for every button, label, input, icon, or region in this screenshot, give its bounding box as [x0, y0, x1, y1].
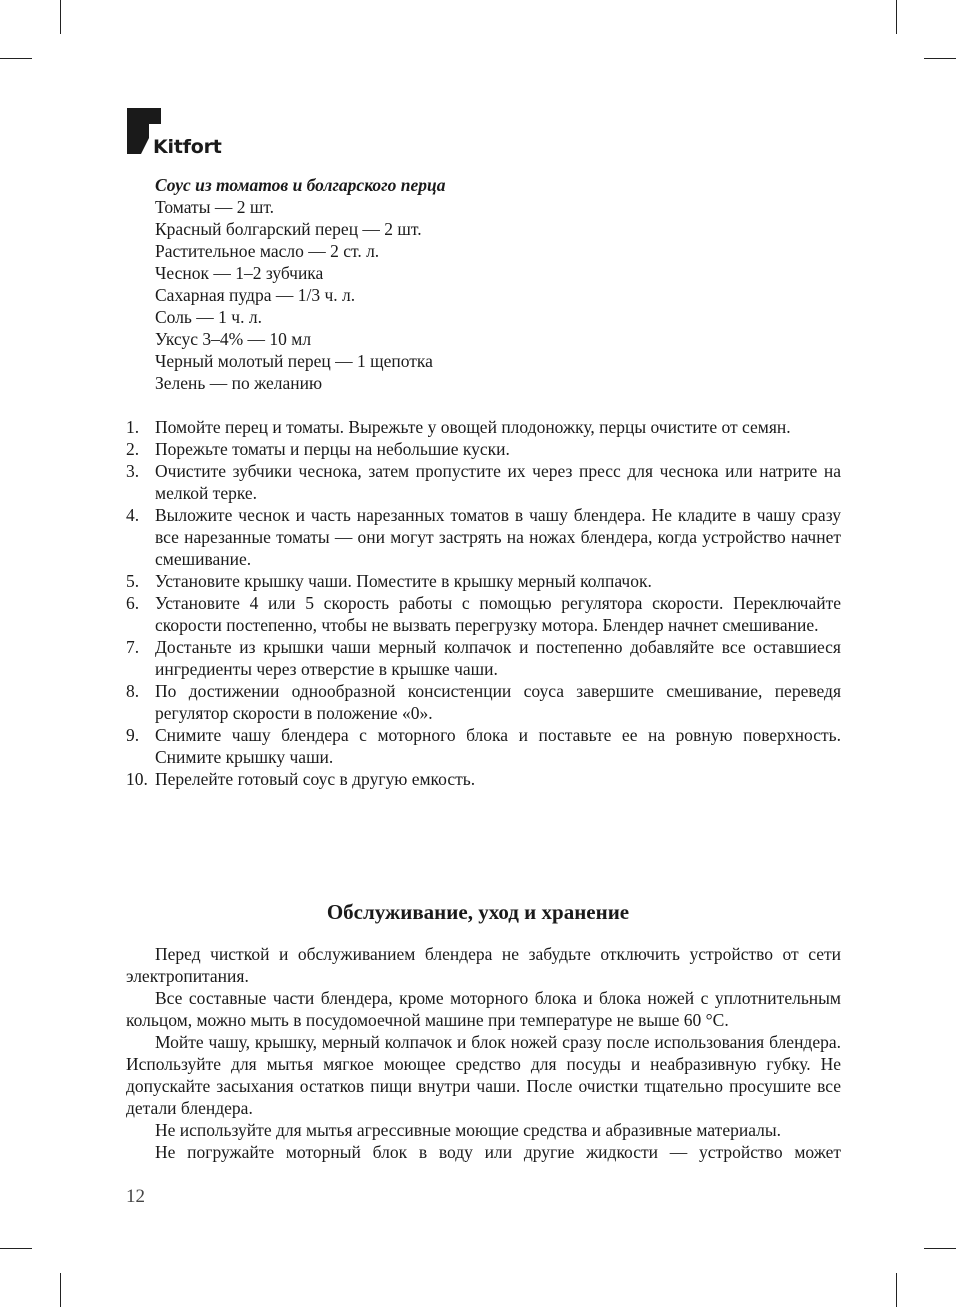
step-item [126, 680, 841, 724]
step-number: 2. [126, 439, 140, 459]
step-item [126, 504, 841, 570]
recipe-block [155, 174, 445, 394]
ingredient-item: Зелень — по желанию [155, 373, 323, 393]
crop-mark [896, 0, 897, 34]
step-text: Снимите чашу блендера с моторного блока и поставьте ее на ровную поверхность. Снимите крышку чаши. [155, 725, 841, 767]
ingredient-item: Уксус 3–4% — 10 мл [155, 329, 312, 349]
step-item [126, 768, 841, 790]
step-item [126, 416, 841, 438]
step-number: 4. [126, 505, 140, 525]
body-paragraph: Мойте чашу, крышку, мерный колпачок и блок ножей сразу после использования блендера. Используйте для мытья мягкое моющее средство для посуды и неабразивную губку. Не допускайте засыхания остатков пищи внутри чаши. После очистки тщательно просушите все детали блендера. [126, 1032, 841, 1118]
recipe-title: Соус из томатов и болгарского перца [155, 175, 446, 195]
step-item [126, 724, 841, 768]
step-text: Достаньте из крышки чаши мерный колпачок и постепенно добавляйте все оставшиеся ингредиенты через отверстие в крышке чаши. [155, 637, 841, 679]
body-paragraph: Не используйте для мытья агрессивные моющие средства и абразивные материалы. [155, 1120, 781, 1140]
step-number: 10. [126, 769, 148, 789]
step-number: 3. [126, 461, 140, 481]
step-item [126, 438, 841, 460]
crop-mark [0, 58, 32, 59]
step-number: 7. [126, 637, 140, 657]
body-paragraph: Не погружайте моторный блок в воду или другие жидкости — устройство может [155, 1142, 841, 1162]
crop-mark [60, 0, 61, 34]
step-text: Установите крышку чаши. Поместите в крышку мерный колпачок. [155, 571, 652, 591]
ingredient-item: Чеснок — 1–2 зубчика [155, 263, 324, 283]
step-number: 1. [126, 417, 140, 437]
ingredient-item: Соль — 1 ч. л. [155, 307, 262, 327]
step-text: Выложите чеснок и часть нарезанных томатов в чашу блендера. Не кладите в чашу сразу все нарезанные томаты — они могут застрять на ножах блендера, когда устройство начнет смешивание. [155, 505, 841, 569]
section-heading: Обслуживание, уход и хранение [326, 900, 630, 924]
ingredient-item: Растительное масло — 2 ст. л. [155, 241, 380, 261]
brand-name: Kitfort [153, 136, 222, 158]
crop-mark [60, 1273, 61, 1307]
step-item [126, 460, 841, 504]
crop-mark [896, 1273, 897, 1307]
crop-mark [924, 1248, 956, 1249]
steps-list [126, 416, 841, 790]
crop-mark [0, 1248, 32, 1249]
crop-mark [924, 58, 956, 59]
body-paragraph: Все составные части блендера, кроме моторного блока и блока ножей с уплотнительным кольцом, можно мыть в посудомоечной машине при температуре не выше 60 °С. [126, 988, 841, 1030]
step-number: 5. [126, 571, 140, 591]
step-number: 6. [126, 593, 140, 613]
step-item [126, 592, 841, 636]
step-item [126, 570, 841, 592]
page-number: 12 [126, 1186, 145, 1207]
step-text: Перелейте готовый соус в другую емкость. [155, 769, 476, 789]
step-item [126, 636, 841, 680]
ingredient-item: Красный болгарский перец — 2 шт. [155, 219, 422, 239]
ingredient-item: Черный молотый перец — 1 щепотка [155, 351, 433, 371]
step-text: Помойте перец и томаты. Вырежьте у овощей плодоножку, перцы очистите от семян. [155, 417, 791, 437]
step-number: 8. [126, 681, 140, 701]
section-body [126, 943, 841, 1163]
ingredient-item: Сахарная пудра — 1/3 ч. л. [155, 285, 356, 305]
step-text: По достижении однообразной консистенции соуса завершите смешивание, переведя регулятор скорости в положение «0». [155, 681, 841, 723]
body-paragraph: Перед чисткой и обслуживанием блендера не забудьте отключить устройство от сети электропитания. [126, 944, 841, 986]
ingredient-item: Томаты — 2 шт. [155, 197, 275, 217]
step-text: Установите 4 или 5 скорость работы с помощью регулятора скорости. Переключайте скорости постепенно, чтобы не вызвать перегрузку мотора. Блендер начнет смешивание. [155, 593, 841, 635]
step-text: Очистите зубчики чеснока, затем пропустите их через пресс для чеснока или натрите на мелкой терке. [155, 461, 841, 503]
step-text: Порежьте томаты и перцы на небольшие куски. [155, 439, 510, 459]
step-number: 9. [126, 725, 140, 745]
